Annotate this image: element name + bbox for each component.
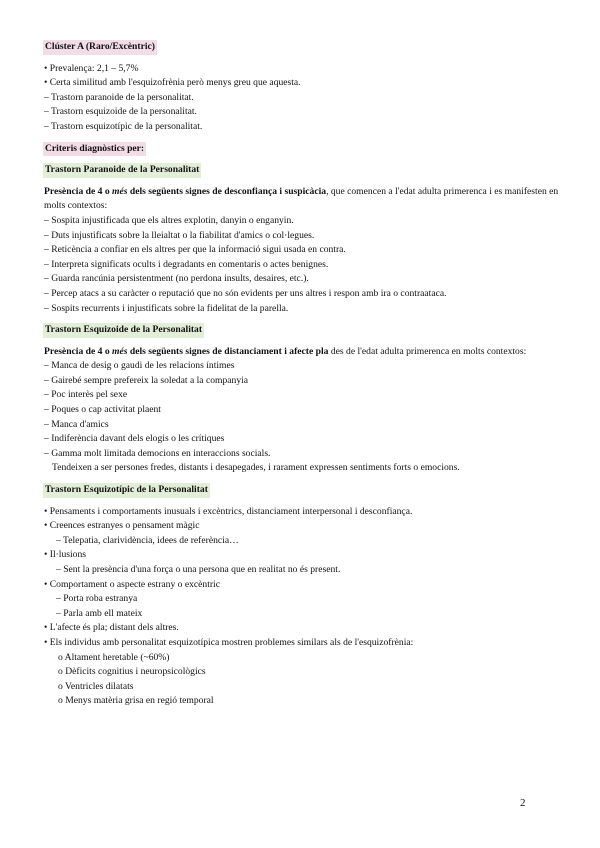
list-item: o Menys matèria grisa en regió temporal xyxy=(58,695,214,707)
list-item: – Indiferència davant dels elogis o les crítiques xyxy=(44,433,225,445)
paranoid-intro xyxy=(44,185,560,214)
list-item: • Certa similitud amb l'esquizofrènia però menys greu que aquesta. xyxy=(44,77,301,89)
list-item: • Pensaments i comportaments inusuals i excèntrics, distanciament interpersonal i desconfiança. xyxy=(44,505,413,517)
list-item: • Il·lusions xyxy=(44,549,87,561)
list-item: – Trastorn esquizotípic de la personalitat. xyxy=(44,120,203,132)
list-item: – Porta roba estranya xyxy=(56,593,138,605)
paranoid-heading xyxy=(44,163,560,178)
list-item: o Dèficits cognitius i neuropsicològics xyxy=(58,666,206,678)
schizoid-note: Tendeixen a ser persones fredes, distants i desapegades, i rarament expressen sentiments forts o emocions. xyxy=(52,462,460,474)
schizoid-heading xyxy=(44,323,560,338)
list-item: • Comportament o aspecte estrany o excèntric xyxy=(44,578,220,590)
list-item: • Els individus amb personalitat esquizotípica mostren problemes similars als de l'esquizofrènia: xyxy=(44,636,414,648)
cluster-a-heading xyxy=(44,40,560,55)
cluster-a-list xyxy=(44,62,560,135)
list-item: – Gairebé sempre prefereix la soledat a la companyia xyxy=(44,374,249,386)
page-number: 2 xyxy=(520,797,526,809)
list-item: – Telepatia, clarividència, idees de referència… xyxy=(56,534,239,546)
schizoid-title: Trastorn Esquizoide de la Personalitat xyxy=(43,323,204,338)
schizoid-intro-bold2: dels següents signes de distanciament i afecte pla xyxy=(127,345,329,357)
list-item: • L'afecte és pla; distant dels altres. xyxy=(44,622,179,634)
paranoid-intro-rest: , que comencen a l'edat adulta primerenca i es manifesten en molts contextos: xyxy=(44,185,559,212)
schizoid-intro-rest: des de l'edat adulta primerenca en molts contextos: xyxy=(328,345,527,357)
schizoid-list xyxy=(44,359,560,476)
list-item: – Poques o cap activitat plaent xyxy=(44,404,161,416)
list-item: – Reticència a confiar en els altres per que la informació sigui usada en contra. xyxy=(44,244,346,256)
criteria-heading xyxy=(44,142,560,157)
document-page xyxy=(44,40,560,709)
list-item: – Interpreta significats ocults i degradants en comentaris o actes benignes. xyxy=(44,258,329,270)
schizotypal-list xyxy=(44,505,560,709)
list-item: – Percep atacs a su caràcter o reputació que no són evidents per uns altres i respon amb ira o contraataca. xyxy=(44,287,447,299)
list-item: • Creences estranyes o pensament màgic xyxy=(44,520,200,532)
list-item: – Sent la presència d'una força o una persona que en realitat no és present. xyxy=(56,564,341,575)
cluster-a-title: Clúster A (Raro/Excèntric) xyxy=(43,40,157,55)
list-item: – Sospita injustificada que els altres explotin, danyin o enganyin. xyxy=(44,214,294,226)
list-item: – Manca d'amics xyxy=(44,418,109,430)
list-item: – Trastorn esquizoide de la personalitat. xyxy=(44,106,197,118)
list-item: – Sospits recurrents i injustificats sobre la fidelitat de la parella. xyxy=(44,302,289,314)
schizotypal-title: Trastorn Esquizotípic de la Personalitat xyxy=(43,483,210,498)
list-item: o Altament heretable (~60%) xyxy=(58,651,170,663)
list-item: – Poc interès pel sexe xyxy=(44,389,128,401)
list-item: – Manca de desig o gaudi de les relacions íntimes xyxy=(44,360,235,372)
schizoid-intro-italic: més xyxy=(112,345,128,357)
list-item: – Duts injustificats sobre la lleialtat o la fiabilitat d'amics o col·legues. xyxy=(44,229,315,241)
paranoid-intro-italic: més xyxy=(112,185,128,197)
schizoid-intro-bold: Presència de 4 o xyxy=(44,345,113,357)
paranoid-intro-bold: Presència de 4 o xyxy=(44,185,113,197)
schizoid-intro xyxy=(44,345,560,360)
list-item: – Trastorn paranoide de la personalitat. xyxy=(44,91,194,103)
list-item: – Guarda rancúnia persistentment (no perdona insults, desaires, etc.). xyxy=(44,273,309,285)
list-item: – Parla amb ell mateix xyxy=(56,607,143,619)
list-item: – Gamma molt limitada democions en interaccions socials. xyxy=(44,447,271,459)
criteria-title: Criteris diagnòstics per: xyxy=(43,142,146,157)
schizotypal-heading xyxy=(44,483,560,498)
paranoid-intro-bold2: dels següents signes de desconfiança i suspicàcia xyxy=(127,185,327,197)
paranoid-list xyxy=(44,214,560,316)
paranoid-title: Trastorn Paranoide de la Personalitat xyxy=(43,163,201,178)
list-item: o Ventricles dilatats xyxy=(58,680,134,692)
list-item: • Prevalença: 2,1 – 5,7% xyxy=(44,62,139,74)
